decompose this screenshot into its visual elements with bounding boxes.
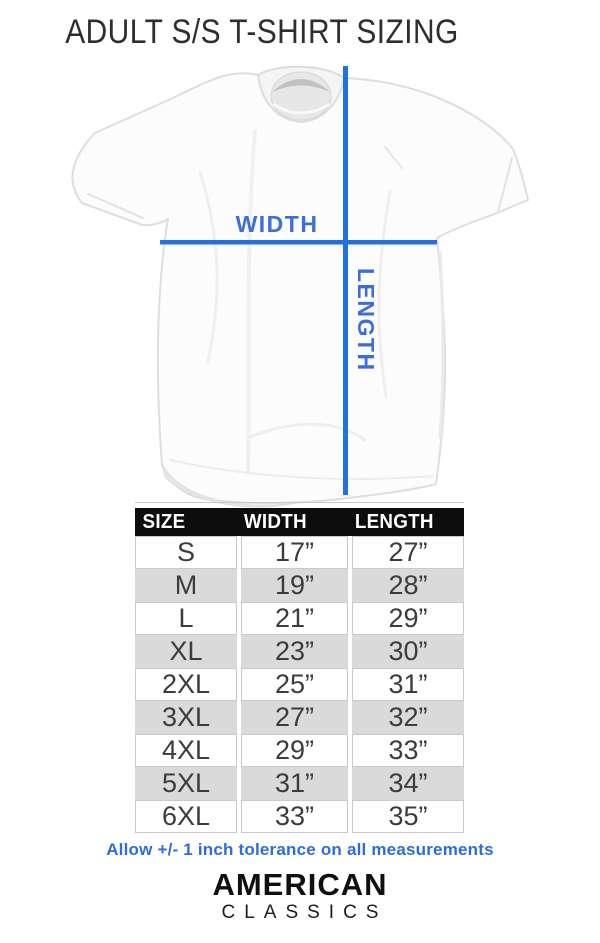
table-row [135, 800, 464, 833]
length-cell: 31” [352, 668, 464, 701]
length-cell: 34” [352, 767, 464, 800]
length-column-header: LENGTH [354, 511, 434, 533]
width-cell: 33” [241, 800, 348, 833]
table-row [135, 734, 464, 767]
size-column-header: SIZE [142, 511, 186, 533]
size-table [135, 502, 464, 833]
length-cell: 35” [352, 800, 464, 833]
table-row [135, 569, 464, 602]
width-label: WIDTH [235, 211, 319, 237]
width-cell: 29” [241, 734, 348, 767]
table-header-row [135, 508, 464, 536]
size-cell: 5XL [135, 767, 237, 800]
length-cell: 33” [352, 734, 464, 767]
tshirt-diagram [0, 52, 600, 512]
table-row [135, 602, 464, 635]
table-row [135, 701, 464, 734]
page-title: ADULT S/S T-SHIRT SIZING [65, 13, 459, 51]
table-row [135, 536, 464, 569]
tshirt-body [72, 67, 528, 503]
width-cell: 23” [241, 635, 348, 668]
size-cell: L [135, 602, 237, 635]
length-cell: 28” [352, 569, 464, 602]
width-line [160, 240, 437, 245]
width-cell: 25” [241, 668, 348, 701]
tshirt-graphic [0, 52, 600, 512]
table-row [135, 635, 464, 668]
size-cell: S [135, 536, 237, 569]
brand-logo [0, 868, 600, 923]
width-cell: 27” [241, 701, 348, 734]
width-cell: 21” [241, 602, 348, 635]
size-cell: 4XL [135, 734, 237, 767]
length-label: LENGTH [353, 268, 379, 372]
size-cell: 6XL [135, 800, 237, 833]
brand-name-classics: CLASSICS [221, 902, 388, 923]
length-cell: 32” [352, 701, 464, 734]
size-cell: XL [135, 635, 237, 668]
length-cell: 27” [352, 536, 464, 569]
size-cell: M [135, 569, 237, 602]
tolerance-note: Allow +/- 1 inch tolerance on all measurements [106, 840, 494, 859]
table-row [135, 668, 464, 701]
table-row [135, 767, 464, 800]
length-cell: 30” [352, 635, 464, 668]
width-cell: 17” [241, 536, 348, 569]
length-line [343, 66, 348, 495]
size-cell: 2XL [135, 668, 237, 701]
size-cell: 3XL [135, 701, 237, 734]
length-cell: 29” [352, 602, 464, 635]
width-cell: 19” [241, 569, 348, 602]
table-top-divider [135, 502, 464, 503]
brand-name-american: AMERICAN [212, 867, 388, 902]
width-column-header: WIDTH [243, 511, 307, 533]
width-cell: 31” [241, 767, 348, 800]
